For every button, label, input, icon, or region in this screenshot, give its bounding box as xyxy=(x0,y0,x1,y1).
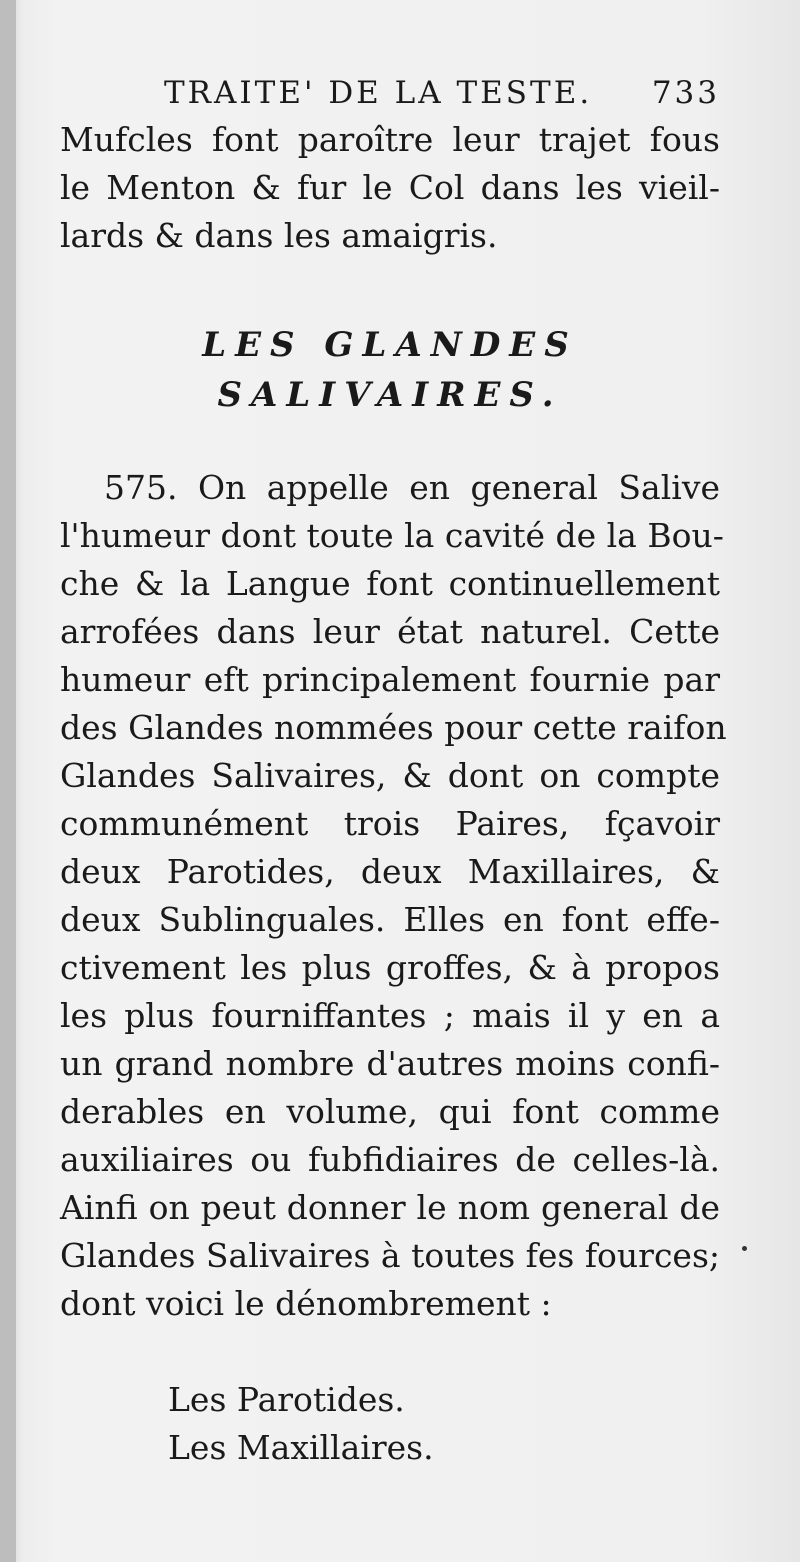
text-line: communément trois Paires, fçavoir xyxy=(60,804,720,843)
text-line: le Menton & fur le Col dans les vieil- xyxy=(60,168,720,207)
text-line: des Glandes nommées pour cette raifon xyxy=(60,708,727,747)
text-line: Glandes Salivaires, & dont on compte xyxy=(60,756,720,795)
text-line: auxiliaires ou fubfidiaires de celles-là. xyxy=(60,1140,720,1179)
text-line: l'humeur dont toute la cavité de la Bou- xyxy=(60,516,724,555)
section-heading-line-1: LES GLANDES xyxy=(202,325,578,365)
text-line: les plus fourniffantes ; mais il y en a xyxy=(60,996,720,1035)
section-heading xyxy=(60,320,720,420)
text-line: un grand nombre d'autres moins confi- xyxy=(60,1044,720,1083)
paragraph-575 xyxy=(60,464,727,1328)
text-line: Mufcles font paroître leur trajet fous xyxy=(60,120,720,159)
ink-speck xyxy=(742,1246,747,1251)
page-text-block xyxy=(60,70,727,1472)
list-item: Les Parotides. xyxy=(168,1380,405,1419)
text-line: arrofées dans leur état naturel. Cette xyxy=(60,612,720,651)
text-line: che & la Langue font continuellement xyxy=(60,564,720,603)
list-item: Les Maxillaires. xyxy=(168,1428,434,1467)
text-line: dont voici le dénombrement : xyxy=(60,1284,552,1323)
text-line: Glandes Salivaires à toutes fes fources; xyxy=(60,1236,721,1275)
text-line: deux Sublinguales. Elles en font effe- xyxy=(60,900,720,939)
text-line: ctivement les plus groffes, & à propos xyxy=(60,948,720,987)
text-line: humeur eft principalement fournie par xyxy=(60,660,720,699)
text-line: 575. On appelle en general Salive xyxy=(104,468,720,507)
carryover-text xyxy=(60,116,720,260)
text-line: lards & dans les amaigris. xyxy=(60,216,498,255)
text-line: derables en volume, qui font comme xyxy=(60,1092,720,1131)
page-number: 733 xyxy=(651,75,720,111)
section-heading-line-2: SALIVAIRES. xyxy=(217,375,563,415)
page-gutter-shadow xyxy=(0,0,16,1562)
gland-list xyxy=(60,1376,720,1472)
running-head-title: TRAITE' DE LA TESTE. xyxy=(164,75,593,111)
text-line: Ainfi on peut donner le nom general de xyxy=(60,1188,720,1227)
running-head xyxy=(60,70,720,116)
text-line: deux Parotides, deux Maxillaires, & xyxy=(60,852,720,891)
